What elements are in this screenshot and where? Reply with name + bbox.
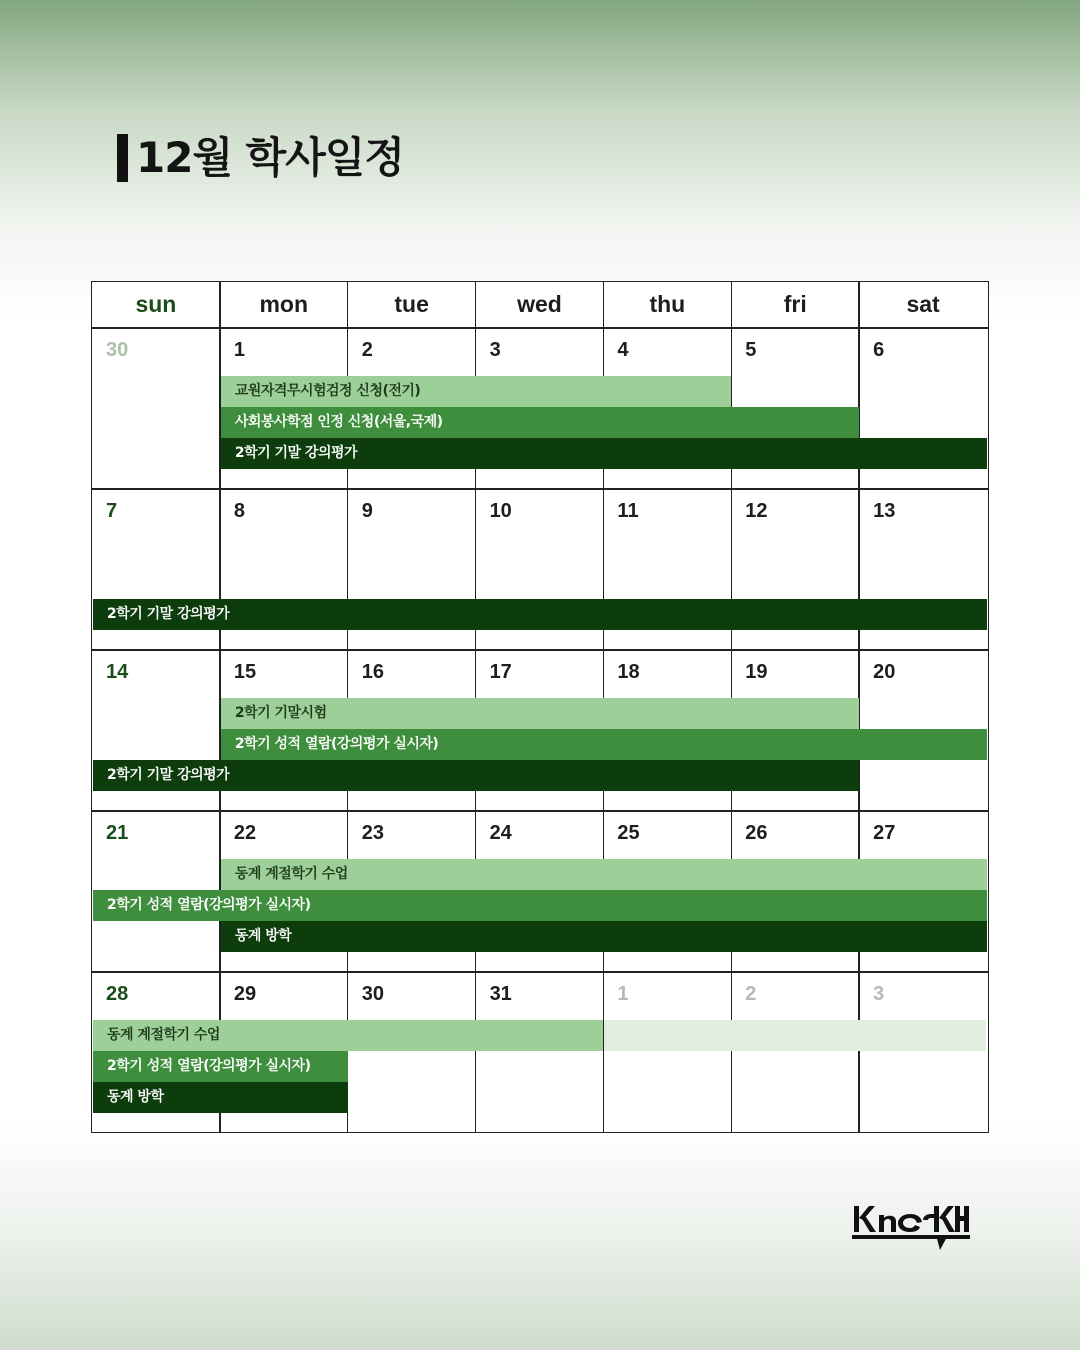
page-title: 12월 학사일정 (136, 133, 404, 182)
day-number[interactable]: 31 (489, 983, 512, 1005)
day-number[interactable]: 14 (106, 661, 129, 683)
weekday-header-fri: fri (783, 291, 807, 317)
event-bar[interactable]: 동계 방학 (93, 1082, 348, 1113)
page-header (117, 134, 404, 182)
event-bar[interactable]: 2학기 성적 열람(강의평가 실시자) (93, 1051, 348, 1082)
day-number[interactable]: 8 (233, 500, 245, 522)
event-bar-continuation (604, 1020, 986, 1051)
day-number[interactable]: 25 (617, 822, 640, 844)
day-number[interactable]: 28 (106, 983, 129, 1005)
day-number[interactable]: 27 (873, 822, 896, 844)
day-number[interactable]: 10 (489, 500, 512, 522)
day-number[interactable]: 23 (361, 822, 384, 844)
day-number[interactable]: 30 (361, 983, 384, 1005)
day-number[interactable]: 29 (233, 983, 257, 1005)
day-number[interactable]: 16 (361, 661, 384, 683)
day-number[interactable]: 17 (489, 661, 512, 683)
event-bar[interactable]: 동계 계절학기 수업 (93, 1020, 603, 1051)
knockh-logo (852, 1198, 970, 1254)
day-number[interactable]: 15 (233, 661, 257, 683)
grid-row-divider (92, 810, 988, 812)
day-number[interactable]: 18 (617, 661, 640, 683)
day-number[interactable]: 9 (361, 500, 373, 522)
day-number[interactable]: 2 (745, 983, 757, 1005)
weekday-header-sat: sat (906, 291, 940, 317)
day-number[interactable]: 20 (873, 661, 896, 683)
day-number[interactable]: 6 (873, 339, 885, 361)
event-bar[interactable]: 2학기 성적 열람(강의평가 실시자) (221, 729, 987, 760)
day-number[interactable]: 19 (745, 661, 768, 683)
day-number[interactable]: 4 (617, 339, 629, 361)
day-number[interactable]: 12 (745, 500, 768, 522)
weekday-header-wed: wed (517, 291, 562, 317)
event-bar[interactable]: 2학기 기말 강의평가 (221, 438, 987, 469)
grid-row-divider (92, 971, 988, 973)
weekday-header-sun: sun (135, 291, 177, 317)
day-number[interactable]: 30 (106, 339, 129, 361)
event-bar[interactable]: 2학기 기말 강의평가 (93, 760, 859, 791)
day-number[interactable]: 5 (745, 339, 757, 361)
event-bar[interactable]: 교원자격무시험검정 신청(전기) (221, 376, 731, 407)
calendar-grid (91, 281, 989, 1133)
day-number[interactable]: 22 (233, 822, 257, 844)
day-number[interactable]: 13 (873, 500, 896, 522)
title-accent-bar (117, 134, 128, 182)
day-number[interactable]: 21 (106, 822, 129, 844)
event-bar[interactable]: 2학기 기말시험 (221, 698, 859, 729)
weekday-header-thu: thu (649, 291, 686, 317)
day-number[interactable]: 24 (489, 822, 512, 844)
day-number[interactable]: 7 (106, 500, 118, 522)
event-bar[interactable]: 2학기 기말 강의평가 (93, 599, 987, 630)
event-bar[interactable]: 동계 계절학기 수업 (221, 859, 987, 890)
event-bar[interactable]: 2학기 성적 열람(강의평가 실시자) (93, 890, 987, 921)
weekday-header-tue: tue (394, 291, 429, 317)
day-number[interactable]: 26 (745, 822, 768, 844)
day-number[interactable]: 1 (233, 339, 245, 361)
event-bar[interactable]: 사회봉사학점 인정 신청(서울,국제) (221, 407, 859, 438)
event-bar[interactable]: 동계 방학 (221, 921, 987, 952)
day-number[interactable]: 3 (489, 339, 501, 361)
day-number[interactable]: 11 (617, 500, 639, 522)
weekday-header-mon: mon (259, 291, 309, 317)
grid-row-divider (92, 488, 988, 490)
day-number[interactable]: 2 (361, 339, 373, 361)
day-number[interactable]: 3 (873, 983, 885, 1005)
grid-row-divider (92, 327, 988, 329)
grid-row-divider (92, 649, 988, 651)
day-number[interactable]: 1 (617, 983, 629, 1005)
